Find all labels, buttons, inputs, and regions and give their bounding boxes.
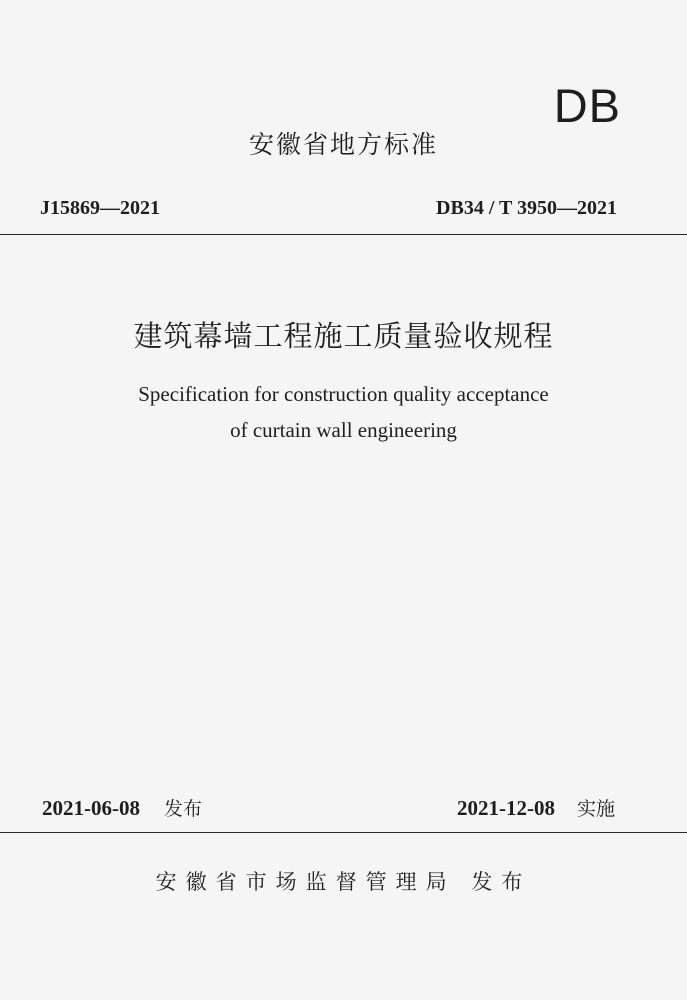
document-title-english-line2: of curtain wall engineering	[230, 418, 457, 442]
issue-date-group	[42, 798, 202, 819]
standard-codes-row	[40, 198, 617, 218]
issue-date: 2021-06-08	[42, 796, 140, 820]
db-standard-mark: DB	[553, 79, 621, 132]
standard-number: DB34 / T 3950—2021	[436, 197, 617, 219]
bottom-divider	[0, 832, 687, 833]
implement-label: 实施	[576, 798, 615, 820]
publisher: 安徽省市场监督管理局 发布	[155, 870, 532, 894]
issue-label: 发布	[164, 798, 203, 820]
implement-date: 2021-12-08	[456, 796, 555, 820]
filing-number: J15869—2021	[40, 197, 160, 219]
top-divider	[0, 234, 687, 235]
dates-row	[42, 798, 615, 819]
document-title-chinese: 建筑幕墙工程施工质量验收规程	[133, 319, 554, 353]
implement-date-group	[457, 798, 615, 819]
standard-category: 安徽省地方标准	[248, 130, 438, 159]
document-title-english-line1: Specification for construction quality acceptance	[138, 382, 549, 406]
